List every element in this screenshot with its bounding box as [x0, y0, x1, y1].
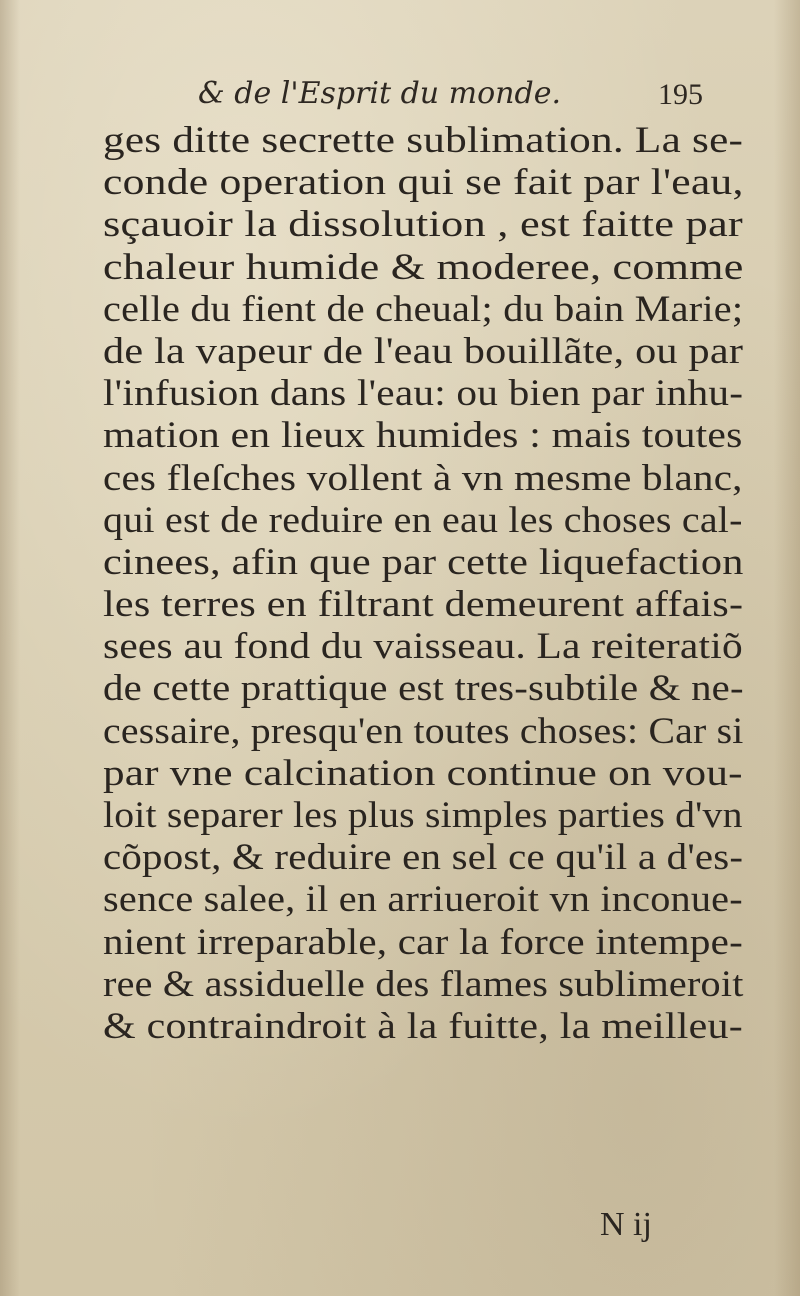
text-line: chaleur humide & moderee, comme [103, 246, 744, 288]
text-line: loit separer les plus simples parties d'vn [103, 795, 743, 836]
text-line: l'infusion dans l'eau: ou bien par inhu- [103, 373, 744, 415]
text-line: ree & assiduelle des flames sublimeroit [103, 963, 744, 1005]
page-number: 195 [658, 78, 703, 111]
text-line: qui est de reduire en eau les choses cal- [103, 499, 743, 541]
running-head: & de l'Esprit du monde. [198, 76, 561, 111]
text-line: cessaire, presqu'en toutes choses: Car si [103, 710, 744, 752]
text-line: nient irreparable, car la force intempe- [103, 921, 743, 963]
body-text [103, 120, 743, 1048]
text-line: par vne calcination continue on vou- [103, 752, 743, 794]
text-line: de cette prattique est tres-subtile & ne- [103, 668, 744, 710]
text-line: sçauoir la dissolution , est faitte par [103, 204, 743, 246]
text-line: ges ditte secrette sublimation. La se- [103, 120, 744, 161]
text-line: & contraindroit à la fuitte, la meilleu- [103, 1005, 743, 1047]
text-line: conde operation qui se fait par l'eau, [103, 162, 744, 204]
text-line: sees au fond du vaisseau. La reiteratiõ [103, 626, 743, 668]
text-line: de la vapeur de l'eau bouillãte, ou par [103, 330, 744, 372]
page-header [0, 76, 800, 126]
signature-mark: N ij [600, 1206, 652, 1243]
text-line: cinees, afin que par cette liquefaction [103, 541, 744, 583]
text-line: les terres en filtrant demeurent affais- [103, 584, 744, 626]
page-left-edge-shadow [0, 0, 20, 1296]
text-line: cõpost, & reduire en sel ce qu'il a d'es- [103, 837, 744, 879]
text-line: ces fleſches vollent à vn mesme blanc, [103, 457, 743, 499]
text-line: mation en lieux humides : mais toutes [103, 415, 743, 457]
text-line: celle du fient de cheual; du bain Marie; [103, 288, 744, 330]
text-line: sence salee, il en arriueroit vn inconue- [103, 879, 743, 921]
